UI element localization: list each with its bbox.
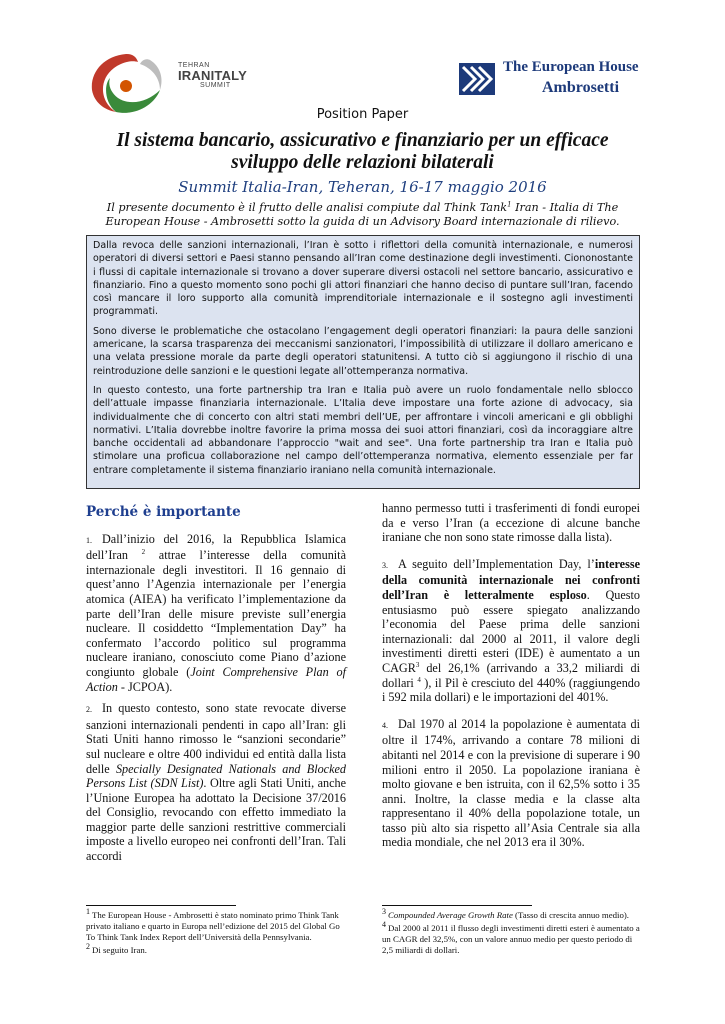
footnote-divider — [382, 905, 532, 906]
logo-line-summit: SUMMIT — [200, 82, 231, 89]
footnote-text: The European House - Ambrosetti è stato nominato primo Think Tank privato italiano e quarto in Europa nell’edizione del 2015 del Global Go To Think Tank Index Report dell’Università della Pennsylvania. — [86, 910, 340, 942]
document-title: Il sistema bancario, assicurativo e finanziario per un efficace sviluppo delle relazioni bilaterali — [116, 130, 609, 173]
point-3 — [382, 557, 640, 705]
logo-name-line1: The European House — [503, 59, 639, 75]
footnote-ref-2: 2 — [141, 548, 146, 557]
footnotes-left — [86, 907, 346, 958]
footnote-italic: Compounded Average Growth Rate — [388, 910, 513, 920]
left-column — [86, 501, 346, 871]
footnote-text: Di seguito Iran. — [92, 945, 147, 955]
logo-line-iranitaly: IRANITALY — [178, 68, 247, 83]
point-4-text: Dal 1970 al 2014 la popolazione è aumentata di oltre il 174%, arrivando a contare 78 milioni di abitanti nel 2014 e con la previsione di superare i 90 milioni entro il 2050. La popolazione iraniana è molto giovane e ben istruita, con il 62,5% sotto i 35 anni. Inoltre, la classe media e la classe alta rappresentano il 40% della popolazione totale, un tasso più alto sia rispetto all’Asia Centrale sia alla media mondiale, che nel 2013 era il 30%. — [382, 716, 640, 850]
point-2-italic: Specially Designated Nationals and Blocked Persons List (SDN List) — [86, 761, 346, 791]
right-column — [382, 501, 640, 857]
summary-paragraph-1: Dalla revoca delle sanzioni internazionali, l’Iran è sotto i riflettori della comunità internazionale, e numerosi operatori di diversi settori e Paesi stanno pensando all’Iran come destinazione degli investimenti. Ciononostante i flussi di capitale internazionale si trovano a dover superare diversi ostacoli nel settore bancario, assicurativo e finanziario. Fino a questo momento sono pochi gli attori finanziari che hanno deciso di puntare sull’Iran, facendo così mancare il loro supporto alla comunità imprenditoriale internazionale e il sostegno agli investimenti programmati. — [93, 240, 633, 318]
point-1-italic: Joint Comprehensive Plan of Action — [86, 664, 346, 694]
document-subtitle: Summit Italia-Iran, Teheran, 16-17 maggio 2016 — [178, 178, 547, 196]
footnote-ref-1: 1 — [507, 200, 512, 209]
footnote-2 — [86, 942, 346, 956]
executive-summary-box — [86, 235, 640, 489]
european-house-ambrosetti-logo — [458, 59, 638, 99]
summary-paragraph-3: In questo contesto, una forte partnership tra Iran e Italia può avere un ruolo fondamentale nello sblocco dell’attuale impasse finanziaria internazionale. L’Italia deve impostare una forte azione di advocacy, sia individualmente che di concerto con altri stati membri dell’UE, per affrontare i vincoli americani e gli obblighi normativi. L’Italia dovrebbe inoltre favorire la prima mossa dei suoi attori finanziari, così da incoraggiare altre banche occidentali ad abbandonare l’approccio "wait and see". Una forte partnership tra Iran e Italia può stimolare una proficua collaborazione nel campo dell’ottemperanza normativa, elemento essenziale per far entrare completamente il sistema finanziario iraniano nella comunità internazionale. — [93, 384, 633, 476]
document-type: Position Paper — [316, 107, 409, 122]
logo-name-line2: Ambrosetti — [542, 79, 620, 96]
intro-text-a: Il presente documento è il frutto delle analisi compiute dal Think Tank — [106, 201, 508, 214]
footnote-ref-4: 4 — [417, 675, 421, 684]
footnote-text: Dal 2000 al 2011 il flusso degli investimenti diretti esteri è aumentato a un CAGR del 32,5%, con un valore annuo medio per questo periodo di 2,5 miliardi di dollari. — [382, 923, 640, 955]
footnote-3 — [382, 907, 640, 921]
footnote-ref-3: 3 — [415, 660, 420, 669]
point-3-text-a: A seguito dell’Implementation Day, l’ — [398, 556, 595, 571]
point-number: 1. — [86, 535, 92, 545]
point-number: 4. — [382, 720, 388, 730]
footnote-number: 2 — [86, 942, 90, 952]
footnotes-right — [382, 907, 640, 958]
point-1-text-c: - JCPOA). — [117, 679, 173, 694]
intro-note — [90, 201, 635, 229]
point-2-continued: hanno permesso tutti i trasferimenti di fondi europei da e verso l’Iran (a eccezione di alcune banche iraniane che non sono state rimosse dalla lista). — [382, 501, 640, 545]
footnote-divider — [86, 905, 236, 906]
point-number: 3. — [382, 560, 388, 570]
intro-text-b: Iran - Italia di The European House - Ambrosetti sotto la guida di un Advisory Board internazionale di rilievo. — [105, 201, 620, 228]
point-3-text-b: . Questo entusiasmo può essere spiegato analizzando l’economia del Paese prima delle sanzioni internazionali: dal 2000 al 2011, il valore degli investimenti diretti esteri (IDE) è aumentato a un CAGR — [382, 587, 640, 675]
footnote-number: 4 — [382, 920, 386, 930]
point-1-text-b: attrae l’interesse della comunità internazionale degli investitori. Il 16 gennaio di quest’anno l’Agenzia internazionale per l’energia atomica (AIEA) ha verificato l’implementazione da parte dell’Iran delle misure previste sull’energia nucleare. Il cosiddetto “Implementation Day” ha confermato l’accordo politico sul programma nucleare iraniano, conosciuto come Piano d’azione congiunto globale ( — [86, 548, 346, 679]
footnote-number: 1 — [86, 907, 90, 917]
section-heading: Perché è importante — [86, 504, 241, 520]
footnote-1 — [86, 907, 346, 943]
ambrosetti-mark-icon — [458, 62, 496, 96]
point-2 — [86, 701, 346, 864]
footnote-4 — [382, 920, 640, 956]
point-3-text-c: del 26,1% (arrivando a 33,2 miliardi di dollari — [382, 660, 640, 690]
point-number: 2. — [86, 705, 92, 715]
point-1-text-a: Dall’inizio del 2016, la Repubblica Islamica dell’Iran — [86, 531, 346, 563]
point-3-bold: interesse della comunità internazionale nei confronti dell’Iran è letteralmente esploso — [382, 556, 640, 602]
summary-paragraph-2: Sono diverse le problematiche che ostacolano l’engagement degli operatori finanziari: la paura delle sanzioni americane, la scarsa trasparenza dei meccanismi sanzionatori, l’impossibilità di utilizzare il dollaro americano e una velata pressione morale da parte degli operatori statunitensi. A tutto ciò si aggiungono il rischio di una reintroduzione delle sanzioni e le questioni legate all’ottemperanza normativa. — [93, 325, 633, 377]
iranitaly-wordmark — [178, 62, 247, 89]
point-2-text-a: In questo contesto, sono state revocate diverse sanzioni internazionali pendenti in capo all’Iran: gli Stati Uniti hanno rimosso le “sanzioni secondarie” sul nucleare e oltre 400 individui ed entità dalla lista delle — [86, 701, 346, 776]
logo-line-tehran: TEHRAN — [178, 62, 210, 69]
point-2-text-b: . Oltre agli Stati Uniti, anche l’Unione Europea ha adottato la Decisione 37/2016 del Consiglio, revocando con effetto immediato la maggior parte delle sanzioni restrittive commerciali imposte a livello europeo nei confronti dell’Iran. Tali accordi — [86, 776, 347, 864]
point-3-text-d: ), il Pil è cresciuto del 440% (raggiungendo i 592 mila dollari) e le importazioni del 401%. — [382, 675, 640, 705]
point-1 — [86, 532, 346, 695]
footnote-number: 3 — [382, 907, 386, 917]
point-4 — [382, 717, 640, 850]
footnote-text: (Tasso di crescita annuo medio). — [512, 910, 630, 920]
